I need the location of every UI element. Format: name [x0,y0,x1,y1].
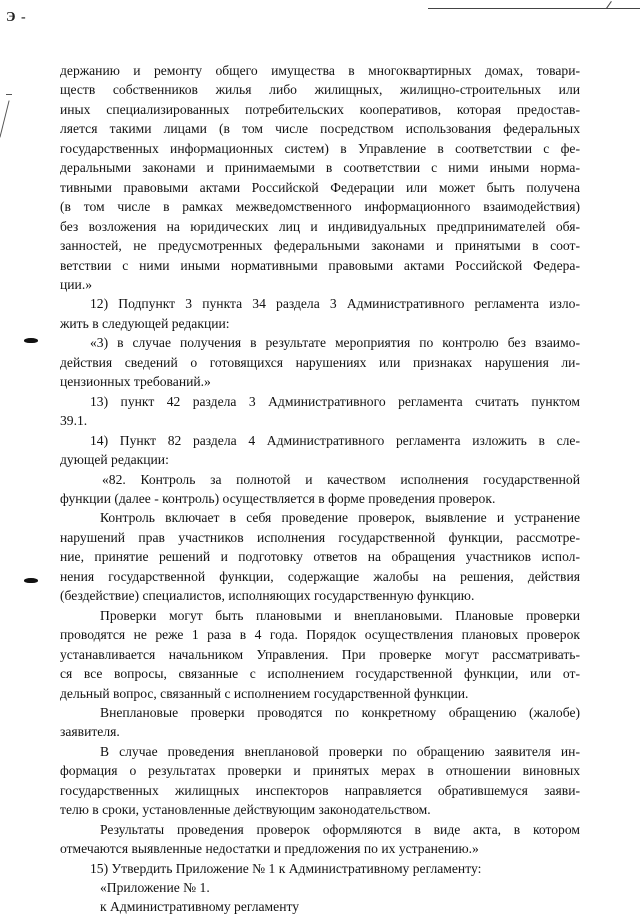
top-scan-line [428,8,640,9]
text-line: иных специализированных потребительских кооперативов, которая предостав- [60,101,580,117]
text-line: функции (далее - контроль) осуществляется в форме проведения проверок. [60,490,496,506]
text-line: В случае проведения внеплановой проверки по обращению заявителя ин- [100,743,580,759]
text-line: Контроль включает в себя проведение проверок, выявление и устранение [100,510,580,526]
text-line: Внеплановые проверки проводятся по конкретному обращению (жалобе) [100,704,580,720]
text-line: нарушений прав участников исполнения государственной функции, рассмотре- [60,529,580,545]
punch-hole-mark [24,338,38,343]
text-line: ветствии с ними иными нормативными правовыми актами Российской Федера- [60,257,580,273]
text-line: «3) в случае получения в результате мероприятия по контролю без взаимо- [90,335,580,351]
text-line: 12) Подпункт 3 пункта 34 раздела 3 Административного регламента изло- [90,296,580,312]
text-line: 39.1. [60,413,88,429]
text-line: «Приложение № 1. [100,880,210,896]
text-line: жить в следующей редакции: [60,315,230,331]
text-line: действия сведений о готовящихся нарушениях или признаках нарушения ли- [60,354,580,370]
text-line: ляется такими лицами (в том числе посредством использования федеральных [60,121,580,137]
text-line: деральными законами и принимаемыми в соответствии с ними иными норма- [60,160,580,176]
text-line: дующей редакции: [60,452,169,468]
text-line: к Административному регламенту [100,899,300,915]
text-line: проводятся не реже 1 раза в 4 года. Порядок осуществления плановых проверок [60,627,580,643]
text-line: (в том числе в рамках межведомственного информационного взаимодействия) [60,199,580,215]
text-line: (бездействие) специалистов, исполняющих государственную функцию. [60,588,475,604]
text-line: цензионных требований.» [60,374,211,390]
margin-scan-slash [0,100,10,137]
text-line: отмечаются выявленные недостатки и предложения по их устранению.» [60,841,479,857]
text-line: держанию и ремонту общего имущества в многоквартирных домах, товари- [60,63,580,78]
text-line: нения государственной функции, содержащие жалобы на решения, действия [60,568,580,584]
text-line: устанавливается начальником Управления. При проверке могут рассматривать- [60,646,580,662]
text-line: 15) Утвердить Приложение № 1 к Административному регламенту: [90,860,482,876]
text-line: тивными правовыми актами Российской Федерации или может быть получена [60,179,580,195]
text-line: формация о результатах проверки и принятых мерах в отношении виновных [60,763,580,779]
text-line: телю в сроки, установленные действующим законодательством. [60,802,431,818]
text-line: государственных жилищных инспекторов направляется обратившемуся заяви- [60,782,580,798]
text-line: ся все вопросы, связанные с исполнением государственной функции, или от- [60,666,580,682]
text-line: государственных информационных систем) в Управление в соответствии с фе- [60,140,580,156]
text-line: 13) пункт 42 раздела 3 Административного регламента считать пунктом [90,393,580,409]
text-line: ние, принятие решений и подготовку ответов на обращения участников испол- [60,549,580,565]
text-line: заявителя. [60,724,120,740]
text-line: ции.» [60,276,93,292]
document-body [60,61,580,917]
text-line: занностей, не предусмотренных федеральными законами и принятыми в соот- [60,238,580,254]
text-line: ществ собственников жилья либо жилищных, жилищно-строительных или [60,82,580,98]
text-line: 14) Пункт 82 раздела 4 Административного регламента изложить в сле- [90,432,580,448]
text-line: дельный вопрос, связанный с исполнением государственной функции. [60,685,469,701]
punch-hole-mark [24,578,38,583]
corner-scan-mark: Э - [6,10,27,25]
text-line: «82. Контроль за полнотой и качеством исполнения государственной [102,471,580,487]
text-line: без возложения на юридических лиц и индивидуальных предпринимателей обя- [60,218,580,234]
margin-scan-dash [6,94,12,95]
text-line: Результаты проведения проверок оформляются в виде акта, в котором [100,821,580,837]
text-line: Проверки могут быть плановыми и внеплановыми. Плановые проверки [100,607,580,623]
